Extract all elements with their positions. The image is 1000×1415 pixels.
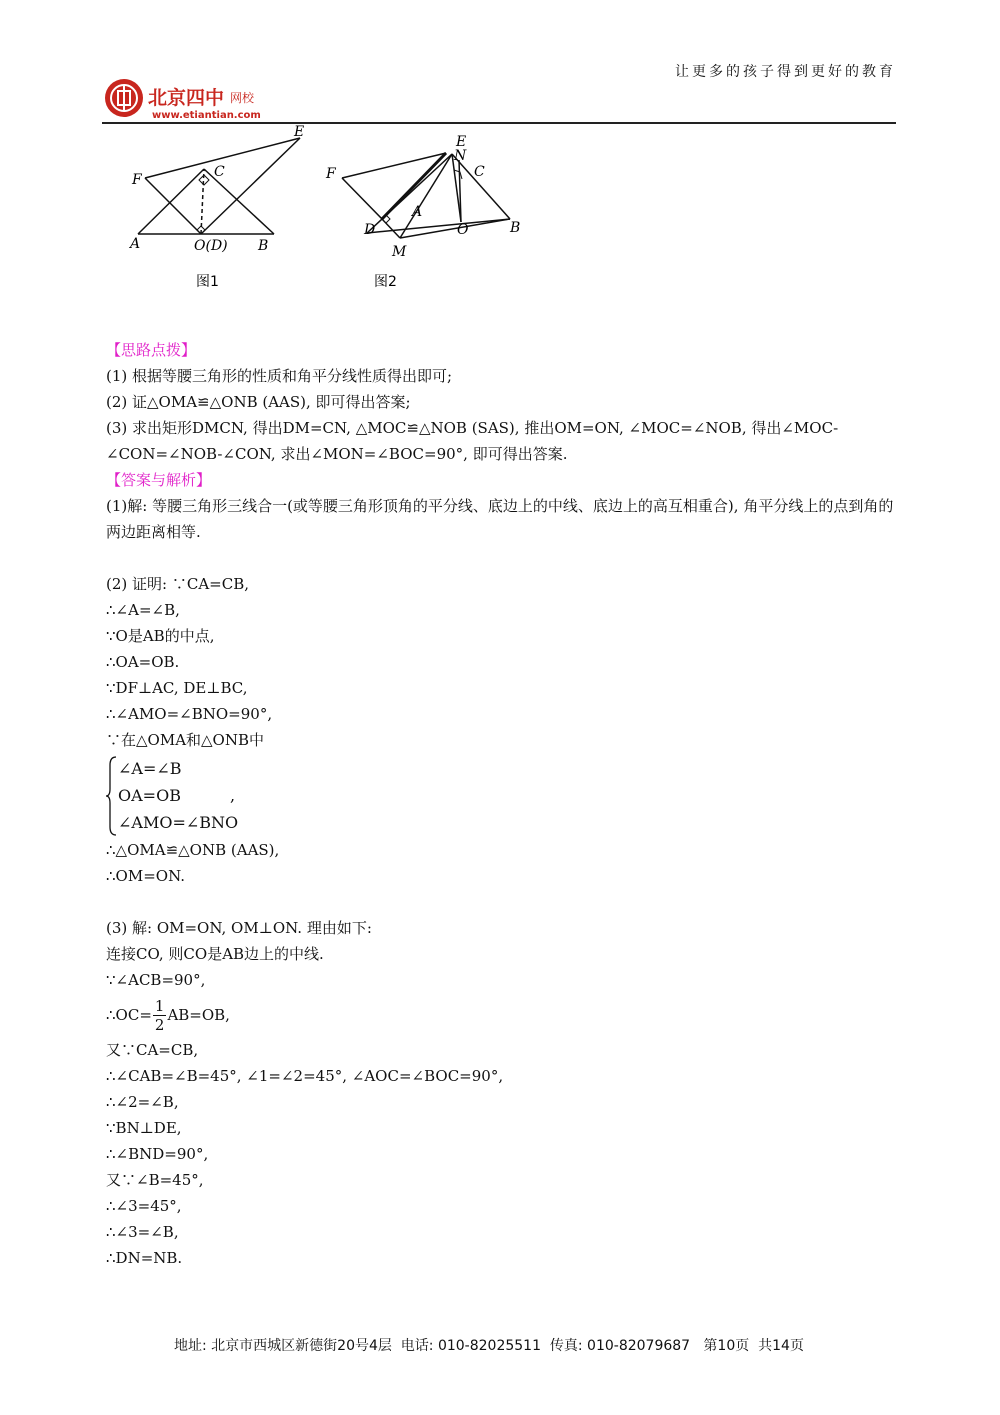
brace-system: [106, 755, 900, 837]
frac-suffix: AB=OB,: [167, 1006, 230, 1024]
brace-condition-2: OA=OB: [118, 786, 181, 805]
proof2-line-1: (2) 证明: ∵CA=CB,: [106, 575, 249, 593]
proof2-line-5: ∵DF⊥AC, DE⊥BC,: [106, 679, 248, 697]
brace-condition-1: ∠A=∠B: [118, 759, 182, 778]
proof2-line-6: ∴∠AMO=∠BNO=90°,: [106, 705, 273, 723]
fig1-label-F: F: [132, 172, 142, 188]
hint-title: 【思路点拨】: [106, 341, 197, 359]
proof3-line-10: 又∵∠B=45°,: [106, 1171, 204, 1189]
fraction-denominator: 2: [154, 1015, 165, 1034]
proof2-line-9: ∴OM=ON.: [106, 867, 185, 885]
fig1-caption: 图1: [196, 274, 219, 290]
proof3-line-6: ∴∠CAB=∠B=45°, ∠1=∠2=45°, ∠AOC=∠BOC=90°,: [106, 1067, 504, 1085]
fig2-label-D: D: [364, 222, 376, 238]
fig2-caption: 图2: [374, 274, 397, 290]
proof3-line-11: ∴∠3=45°,: [106, 1197, 182, 1215]
fraction-numerator: 1: [154, 996, 165, 1015]
logo-graphic: [102, 74, 282, 124]
proof3-line-7: ∴∠2=∠B,: [106, 1093, 179, 1111]
fig2-label-N: N: [454, 148, 467, 164]
proof2-line-7: ∵在△OMA和△ONB中: [106, 731, 265, 749]
proof3-line-3: ∵∠ACB=90°,: [106, 971, 206, 989]
logo-url: www.etiantian.com: [152, 110, 261, 121]
proof2-line-4: ∴OA=OB.: [106, 653, 180, 671]
page-footer: 地址: 北京市西城区新德街20号4层 电话: 010-82025511 传真: 010-82079687 第10页 共14页: [174, 1338, 804, 1354]
fraction-one-half: [153, 997, 167, 1034]
logo-name: 北京四中: [148, 87, 225, 109]
fig2-label-C: C: [474, 164, 485, 180]
figures-svg: [124, 122, 564, 297]
solution-content: [106, 337, 900, 1271]
proof3-line-13: ∴DN=NB.: [106, 1249, 183, 1267]
fig2-label-B: B: [510, 220, 521, 236]
proof3-line-5: 又∵CA=CB,: [106, 1041, 199, 1059]
answer-title: 【答案与解析】: [106, 471, 212, 489]
proof3-line-1: (3) 解: OM=ON, OM⊥ON. 理由如下:: [106, 919, 372, 937]
fig1-label-A: A: [130, 236, 141, 252]
fig2-label-E: E: [456, 134, 467, 150]
fig2-label-A: A: [412, 204, 423, 220]
fig1-label-C: C: [214, 164, 225, 180]
proof2-line-3: ∵O是AB的中点,: [106, 627, 215, 645]
geometry-figures: [124, 122, 564, 297]
logo-suffix: 网校: [230, 91, 255, 105]
left-brace-icon: [106, 755, 118, 837]
fig2-label-M: M: [392, 244, 407, 260]
frac-prefix: ∴OC=: [106, 1006, 152, 1024]
brace-condition-3: ∠AMO=∠BNO: [118, 813, 239, 832]
proof3-line-4: [106, 993, 900, 1037]
hint-line-3: (3) 求出矩形DMCN, 得出DM=CN, △MOC≌△NOB (SAS), 推出OM=ON, ∠MOC=∠NOB, 得出∠MOC-∠CON=∠NOB-∠CON, 求出∠MON=∠BOC=90°, 即可得出答案.: [106, 419, 839, 463]
answer-part-1: (1)解: 等腰三角形三线合一(或等腰三角形顶角的平分线、底边上的中线、底边上的高互相重合), 角平分线上的点到角的两边距离相等.: [106, 497, 894, 541]
fig1-label-B: B: [258, 238, 269, 254]
fig1-label-E: E: [294, 124, 305, 140]
proof2-line-2: ∴∠A=∠B,: [106, 601, 180, 619]
proof3-line-8: ∵BN⊥DE,: [106, 1119, 182, 1137]
fig2-label-F: F: [326, 166, 336, 182]
brace-comma: ,: [230, 786, 236, 805]
header-slogan: 让更多的孩子得到更好的教育: [675, 64, 896, 80]
site-logo: [102, 74, 282, 124]
hint-line-1: (1) 根据等腰三角形的性质和角平分线性质得出即可;: [106, 367, 453, 385]
proof3-line-2: 连接CO, 则CO是AB边上的中线.: [106, 945, 324, 963]
proof3-line-12: ∴∠3=∠B,: [106, 1223, 179, 1241]
fig2-label-O: O: [457, 222, 469, 238]
fig1-label-OD: O(D): [194, 238, 228, 254]
proof2-line-8: ∴△OMA≌△ONB (AAS),: [106, 841, 280, 859]
figure-1: [138, 138, 300, 234]
hint-line-2: (2) 证△OMA≌△ONB (AAS), 即可得出答案;: [106, 393, 411, 411]
proof3-line-9: ∴∠BND=90°,: [106, 1145, 209, 1163]
